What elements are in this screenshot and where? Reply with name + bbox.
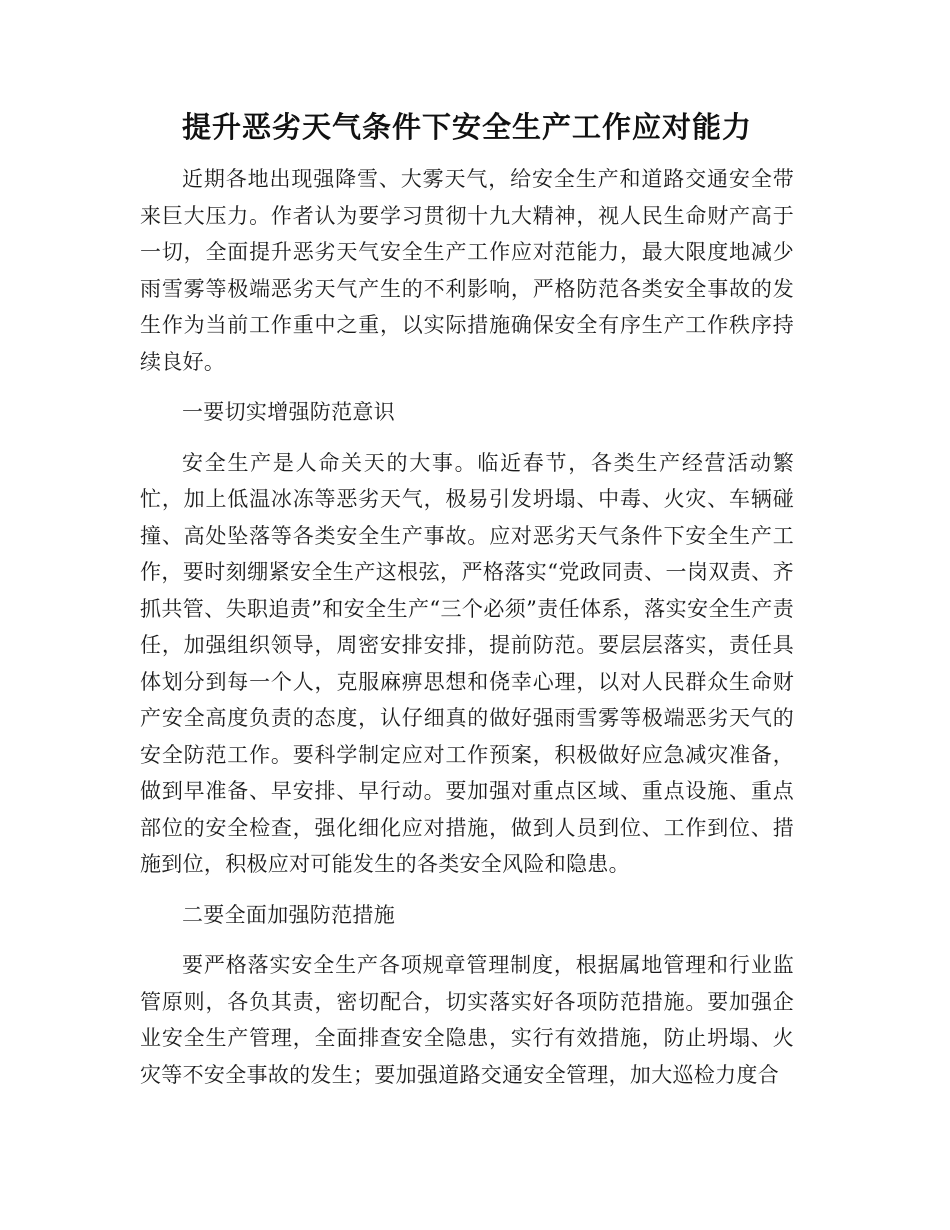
document-page (140, 105, 794, 1093)
document-title: 提升恶劣天气条件下安全生产工作应对能力 (181, 110, 752, 144)
section-body-2: 要严格落实安全生产各项规章管理制度，根据属地管理和行业监管原则，各负其责，密切配合，切实落实好各项防范措施。要加强企业安全生产管理，全面排查安全隐患，实行有效措施，防止坍塌、火灾等不安全事故的发生；要加强道路交通安全管理，加大巡检力度合 (140, 953, 794, 1087)
intro-paragraph: 近期各地出现强降雪、大雾天气，给安全生产和道路交通安全带来巨大压力。作者认为要学习贯彻十九大精神，视人民生命财产高于一切，全面提升恶劣天气安全生产工作应对范能力，最大限度地减少雨雪雾等极端恶劣天气产生的不利影响，严格防范各类安全事故的发生作为当前工作重中之重，以实际措施确保安全有序生产工作秩序持续良好。 (140, 167, 794, 374)
section-body-1: 安全生产是人命关天的大事。临近春节，各类生产经营活动繁忙，加上低温冰冻等恶劣天气，极易引发坍塌、中毒、火灾、车辆碰撞、高处坠落等各类安全生产事故。应对恶劣天气条件下安全生产工作，要时刻绷紧安全生产这根弦，严格落实“党政同责、一岗双责、齐抓共管、失职追责”和安全生产“三个必须”责任体系，落实安全生产责任，加强组织领导，周密安排安排，提前防范。要层层落实，责任具体划分到每一个人，克服麻痹思想和侥幸心理，以对人民群众生命财产安全高度负责的态度，认仔细真的做好强雨雪雾等极端恶劣天气的安全防范工作。要科学制定应对工作预案，积极做好应急减灾准备，做到早准备、早安排、早行动。要加强对重点区域、重点设施、重点部位的安全检查，强化细化应对措施，做到人员到位、工作到位、措施到位，积极应对可能发生的各类安全风险和隐患。 (140, 450, 794, 876)
section-heading-1: 一要切实增强防范意识 (182, 400, 395, 424)
section-heading-2: 二要全面加强防范措施 (182, 902, 395, 927)
